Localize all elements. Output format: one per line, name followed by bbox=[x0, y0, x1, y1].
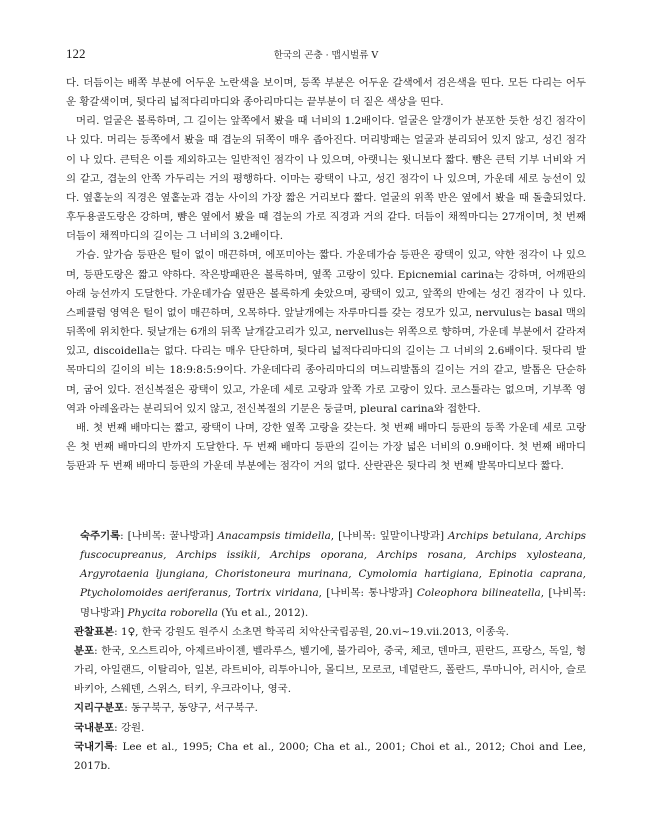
page-header bbox=[66, 46, 586, 62]
host-record-fragment: : [나비목: 꿀나방과] bbox=[120, 530, 218, 542]
records-section bbox=[66, 527, 586, 776]
running-title: 한국의 곤충 · 맵시벌류 V bbox=[273, 50, 379, 61]
specimen-text: : 1♀, 한국 강원도 원주시 소초면 학곡리 치악산국립공원, 20.vi~19.vii.2013, 이종욱. bbox=[114, 625, 509, 638]
host-record-text bbox=[80, 530, 586, 619]
host-record bbox=[66, 527, 586, 623]
paragraph-coloration: 다. 더듬이는 배쪽 부분에 어두운 노란색을 보이며, 등쪽 부분은 어두운 갈색에서 검은색을 띤다. 모든 다리는 어두운 황갈색이며, 뒷다리 넓적다리마디와 종아리마디는 끝부분이 더 짙은 색상을 띤다. bbox=[66, 77, 586, 109]
domestic-distribution-text: : 강원. bbox=[114, 721, 145, 734]
distribution-label: 분포 bbox=[74, 644, 95, 657]
domestic-distribution-label: 국내분포 bbox=[74, 721, 115, 734]
specimen-label: 관찰표본 bbox=[74, 625, 115, 638]
host-species-names: Coleophora bilineatella bbox=[416, 587, 541, 600]
paragraph-head: 머리. 얼굴은 볼록하며, 그 길이는 앞쪽에서 봤을 때 너비의 1.2배이다. 얼굴은 알갱이가 분포한 듯한 성긴 점각이 나 있다. 머리는 등쪽에서 봤을 때 겹눈의 뒤쪽이 매우 좁아진다. 머리방패는 얼굴과 분리되어 있지 않고, 성긴 점각이 나 있다. 큰턱은 이를 제외하고는 일반적인 점각이 나 있으며, 아랫니는 윗니보다 짧다. 뺨은 큰턱 기부 너비와 거의 같고, 겹눈의 안쪽 가두리는 거의 평행하다. 이마는 광택이 나고, 성긴 점각이 나 있으며, 가운데 세로 능선이 있다. 옆홑눈의 직경은 옆홑눈과 겹눈 사이의 가장 짧은 거리보다 짧다. 얼굴의 위쪽 반은 옆에서 봤을 때 돌출되었다. 후두용골도랑은 강하며, 뺨은 옆에서 봤을 때 겹눈의 가로 직경과 거의 같다. 더듬이 채찍마디는 27개이며, 첫 번째 더듬이 채찍마디의 길이는 그 너비의 3.2배이다. bbox=[66, 115, 586, 243]
domestic-literature-text: : Lee et al., 1995; Cha et al., 2000; Cha et al., 2001; Choi et al., 2012; Choi and Lee, 2017b. bbox=[74, 740, 586, 772]
geo-distribution-text: : 동구북구, 동양구, 서구북구. bbox=[124, 702, 258, 715]
paragraph-abdomen: 배. 첫 번째 배마디는 짧고, 광택이 나며, 강한 옆쪽 고랑을 갖는다. 첫 번째 배마디 등판의 등쪽 가운데 세로 고랑은 첫 번째 배마디의 반까지 도달한다. 두 번째 배마디 등판의 길이는 가장 넓은 너비의 0.9배이다. 첫 번째 배마디 등판과 두 번째 배마디 등판의 가운데 부분에는 점각이 거의 없다. 산란관은 뒷다리 첫 번째 발목마디보다 짧다. bbox=[66, 421, 586, 473]
domestic-literature-label: 국내기록 bbox=[74, 740, 115, 753]
species-description bbox=[66, 74, 586, 476]
domestic-literature-record bbox=[66, 738, 586, 776]
host-record-label: 숙주기록 bbox=[80, 530, 121, 542]
host-record-fragment: , [나비목: 잎말이나방과] bbox=[330, 530, 449, 542]
distribution-text: : 한국, 오스트리아, 아제르바이젠, 벨라루스, 벨기에, 불가리아, 중국, 체코, 덴마크, 핀란드, 프랑스, 독일, 헝가리, 아일랜드, 이탈리아, 일본, 라트비아, 리투아니아, 몰디브, 모로코, 네덜란드, 폴란드, 루마니아, 러시아, 슬로바키아, 스웨덴, 스위스, 터키, 우크라이나, 영국. bbox=[74, 644, 586, 696]
host-species-names: Archips betulana, Archips fuscocupreanus, Archips issikii, Archips oporana, Archips rosana, Archips xylosteana, Argyrotaenia ljungiana, Choristoneura murinana, Cymolomia hartigiana, Epinotia caprana, Ptycholomoides aeriferanus, Tortrix viridana bbox=[80, 530, 586, 600]
host-record-fragment: , [나비목: 통나방과] bbox=[318, 587, 417, 600]
host-species-names: Anacampsis timidella bbox=[217, 530, 331, 542]
domestic-distribution-record bbox=[66, 719, 586, 738]
specimen-record bbox=[66, 623, 586, 642]
geo-distribution-record bbox=[66, 699, 586, 718]
page-number: 122 bbox=[66, 46, 86, 61]
host-record-fragment: (Yu et al., 2012). bbox=[217, 606, 309, 619]
host-record-fragment: , [나비목: 명나방과] bbox=[80, 587, 586, 619]
paragraph-thorax: 가슴. 앞가슴 등판은 털이 없이 매끈하며, 에포미아는 짧다. 가운데가슴 등판은 광택이 있고, 약한 점각이 나 있으며, 등판도랑은 짧고 약하다. 작은방패판은 볼록하며, 옆쪽 고랑이 있다. Epicnemial carina는 강하며, 어깨판의 아래 능선까지 도달한다. 가운데가슴 옆판은 볼록하게 솟았으며, 광택이 있고, 앞쪽의 반에는 성긴 점각이 나 있다. 스페큘럼 영역은 털이 없이 매끈하며, 오목하다. 앞날개에는 자루마디를 갖는 경모가 있고, nervulus는 basal 맥의 뒤쪽에 위치한다. 뒷날개는 6개의 뒤쪽 날개갈고리가 있고, nervellus는 위쪽으로 향하며, 가운데 부분에서 갈라져 있고, discoidella는 없다. 다리는 매우 단단하며, 뒷다리 넓적다리마디의 길이는 그 너비의 2.6배이다. 뒷다리 발목마디의 길이의 비는 18:9:8:5:9이다. 가운데다리 종아리마디의 며느리발톱의 길이는 거의 같고, 발톱은 단순하며, 굽어 있다. 전신복절은 광택이 있고, 가운데 세로 고랑과 앞쪽 가로 고랑이 있다. 코스툴라는 없으며, 기부쪽 영역과 아레올라는 분리되어 있지 않고, 전신복절의 기문은 둥글며, pleural carina와 접한다. bbox=[66, 249, 586, 415]
host-species-names: Phycita roborella bbox=[127, 606, 218, 619]
geo-distribution-label: 지리구분포 bbox=[74, 702, 125, 715]
distribution-record bbox=[66, 642, 586, 699]
